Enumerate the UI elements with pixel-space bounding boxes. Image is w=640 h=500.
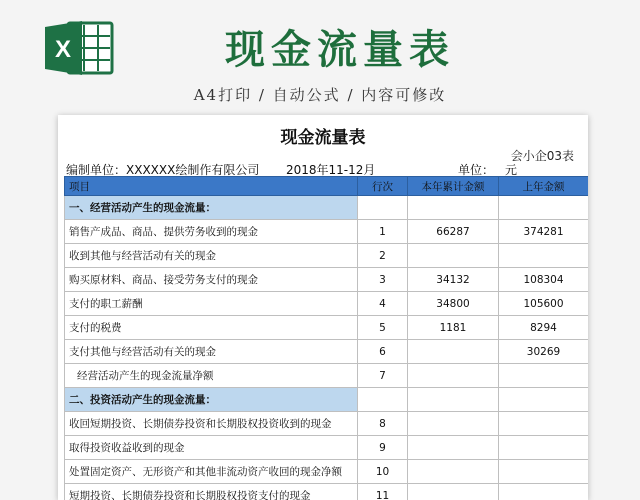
- table-row: [65, 436, 589, 460]
- cell-line: 5: [358, 316, 408, 340]
- cell-prior: [499, 388, 589, 412]
- col-header-line: 行次: [358, 177, 408, 196]
- section-row: [65, 388, 589, 412]
- cell-line: 9: [358, 436, 408, 460]
- cell-prior: 105600: [499, 292, 589, 316]
- table-row: [65, 412, 589, 436]
- cell-line: 4: [358, 292, 408, 316]
- cell-item: 收到其他与经营活动有关的现金: [65, 244, 358, 268]
- cell-prior: [499, 364, 589, 388]
- banner-title: 现金流量表: [225, 27, 455, 73]
- spreadsheet-preview: [58, 115, 588, 500]
- cell-item: 购买原材料、商品、接受劳务支付的现金: [65, 268, 358, 292]
- cell-item: 经营活动产生的现金流量净额: [65, 364, 358, 388]
- cell-prior: [499, 196, 589, 220]
- cell-line: 1: [358, 220, 408, 244]
- col-header-prior: 上年金额: [499, 177, 589, 196]
- logo-letter: X: [54, 36, 72, 63]
- cell-current: [408, 484, 499, 500]
- table-row: [65, 220, 589, 244]
- cell-current: [408, 460, 499, 484]
- cell-prior: [499, 460, 589, 484]
- cell-prior: 374281: [499, 220, 589, 244]
- cell-current: [408, 364, 499, 388]
- form-code: 会小企03表: [510, 149, 574, 163]
- sheet-title: 现金流量表: [280, 128, 366, 148]
- cell-line: 2: [358, 244, 408, 268]
- currency-value: 元: [505, 163, 518, 177]
- table-row: [65, 244, 589, 268]
- cell-line: 3: [358, 268, 408, 292]
- cell-line: 11: [358, 484, 408, 500]
- currency-label: 单位：: [458, 163, 495, 177]
- cell-current: [408, 196, 499, 220]
- table-row: [65, 484, 589, 500]
- cashflow-table: [64, 176, 588, 500]
- cell-current: [408, 412, 499, 436]
- cell-item: 收回短期投资、长期债券投资和长期股权投资收到的现金: [65, 412, 358, 436]
- cell-line: [358, 388, 408, 412]
- cell-line: 8: [358, 412, 408, 436]
- table-row: [65, 268, 589, 292]
- cell-current: 34800: [408, 292, 499, 316]
- cell-line: 10: [358, 460, 408, 484]
- cell-item: 销售产成品、商品、提供劳务收到的现金: [65, 220, 358, 244]
- report-period: 2018年11-12月: [286, 163, 376, 177]
- col-header-current: 本年累计金额: [408, 177, 499, 196]
- cell-prior: [499, 412, 589, 436]
- cell-item: 短期投资、长期债券投资和长期股权投资支付的现金: [65, 484, 358, 500]
- cell-item: 支付的税费: [65, 316, 358, 340]
- table-row: [65, 316, 589, 340]
- cell-current: 34132: [408, 268, 499, 292]
- table-header-row: [65, 177, 589, 196]
- cell-prior: 108304: [499, 268, 589, 292]
- banner-subtitle: A4打印 / 自动公式 / 内容可修改: [193, 86, 447, 104]
- cell-item: 支付其他与经营活动有关的现金: [65, 340, 358, 364]
- cell-item: 取得投资收益收到的现金: [65, 436, 358, 460]
- table-row: [65, 364, 589, 388]
- cell-line: 7: [358, 364, 408, 388]
- table-row: [65, 460, 589, 484]
- cell-item: 二、投资活动产生的现金流量：: [65, 388, 358, 412]
- cell-current: [408, 436, 499, 460]
- section-row: [65, 196, 589, 220]
- cell-current: [408, 388, 499, 412]
- cell-item: 处置固定资产、无形资产和其他非流动资产收回的现金净额: [65, 460, 358, 484]
- cell-prior: [499, 436, 589, 460]
- col-header-item: 项目: [65, 177, 358, 196]
- cell-item: 一、经营活动产生的现金流量：: [65, 196, 358, 220]
- cell-prior: 8294: [499, 316, 589, 340]
- cell-current: [408, 244, 499, 268]
- cell-line: 6: [358, 340, 408, 364]
- cell-current: [408, 340, 499, 364]
- cell-current: 66287: [408, 220, 499, 244]
- cell-item: 支付的职工薪酬: [65, 292, 358, 316]
- table-row: [65, 340, 589, 364]
- cell-line: [358, 196, 408, 220]
- company-unit: 编制单位：XXXXXX绘制作有限公司: [66, 163, 260, 177]
- cell-current: 1181: [408, 316, 499, 340]
- cell-prior: [499, 484, 589, 500]
- cell-prior: [499, 244, 589, 268]
- cell-prior: 30269: [499, 340, 589, 364]
- table-row: [65, 292, 589, 316]
